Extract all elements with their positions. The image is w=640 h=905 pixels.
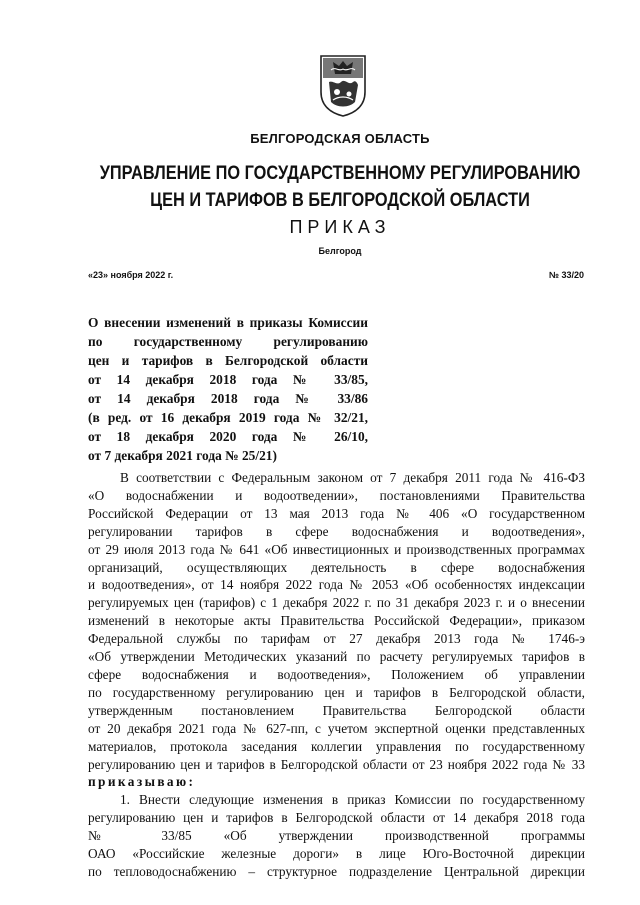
body-line: регулируемых цен (тарифов) с 1 декабря 2022 г. по 31 декабря 2023 г. и о внесении bbox=[88, 595, 585, 611]
body-line: Федеральной службы по тарифам от 27 декабря 2013 года № 1746-э bbox=[88, 631, 585, 647]
body-line: регулированию цен и тарифов в Белгородской области от 23 ноября 2022 года № 33 bbox=[88, 756, 585, 772]
body-line: изменений в некоторые акты Правительства Российской Федерации», приказом bbox=[88, 613, 585, 629]
region-title: БЕЛГОРОДСКАЯ ОБЛАСТЬ bbox=[250, 131, 430, 146]
body-text bbox=[88, 469, 585, 881]
body-line: от 20 декабря 2021 года № 627-пп, с учетом экспертной оценки представленных bbox=[88, 720, 585, 736]
city-name: Белгород bbox=[318, 246, 362, 256]
document-number: № 33/20 bbox=[548, 270, 584, 280]
subject-line: от 14 декабря 2018 года № 33/86 bbox=[88, 391, 368, 406]
item-line: регулированию цен и тарифов в Белгородской области от 14 декабря 2018 года bbox=[88, 810, 585, 826]
item-line: 1. Внести следующие изменения в приказ Комиссии по государственному bbox=[120, 792, 585, 808]
item-line: ОАО «Российские железные дороги» в лице Юго-Восточной дирекции bbox=[88, 846, 585, 862]
body-line: утвержденным постановлением Правительства Белгородской области bbox=[88, 702, 585, 718]
item-line: по тепловодоснабжению – структурное подразделение Центральной дирекции bbox=[88, 863, 585, 879]
body-line: от 29 июля 2013 года № 641 «Об инвестиционных и производственных программах bbox=[88, 541, 585, 557]
body-line: и водоотведения», от 14 ноября 2022 года № 2053 «Об особенностях индексации bbox=[88, 577, 585, 593]
item-line: № 33/85 «Об утверждении производственной программы bbox=[88, 828, 585, 844]
authority-title bbox=[82, 160, 598, 214]
body-line: «Об утверждении Методических указаний по расчету регулируемых тарифов в bbox=[88, 649, 585, 665]
body-line: материалов, протокола заседания коллегии управления по государственному bbox=[88, 738, 585, 754]
subject-line: от 18 декабря 2020 года № 26/10, bbox=[88, 429, 368, 444]
body-line: сфере водоснабжения и водоотведения», Положением об управлении bbox=[88, 666, 585, 682]
subject-line: (в ред. от 16 декабря 2019 года № 32/21, bbox=[88, 410, 368, 425]
authority-title-line-1: УПРАВЛЕНИЕ ПО ГОСУДАРСТВЕННОМУ РЕГУЛИРОВАНИЮ bbox=[99, 163, 581, 184]
subject-block bbox=[88, 313, 368, 465]
subject-line: цен и тарифов в Белгородской области bbox=[88, 353, 368, 368]
body-line: организаций, осуществляющих деятельность в сфере водоснабжения bbox=[88, 559, 585, 575]
document-date: «23» ноября 2022 г. bbox=[88, 270, 174, 280]
body-line: по государственному регулированию цен и тарифов в Белгородской области, bbox=[88, 684, 585, 700]
subject-line: от 7 декабря 2021 года № 25/21) bbox=[88, 448, 277, 463]
coat-of-arms-emblem bbox=[315, 52, 371, 118]
decree-word: приказываю: bbox=[88, 774, 196, 790]
subject-line: О внесении изменений в приказы Комиссии bbox=[88, 315, 368, 330]
body-line: В соответствии с Федеральным законом от 7 декабря 2011 года № 416-ФЗ bbox=[120, 470, 585, 485]
body-line: «О водоснабжении и водоотведении», постановлениями Правительства bbox=[88, 487, 585, 503]
subject-line: по государственному регулированию bbox=[88, 334, 368, 349]
body-line: Российской Федерации от 13 мая 2013 года № 406 «О государственном bbox=[88, 505, 585, 521]
document-type: ПРИКАЗ bbox=[289, 217, 391, 237]
authority-title-line-2: ЦЕН И ТАРИФОВ В БЕЛГОРОДСКОЙ ОБЛАСТИ bbox=[150, 190, 530, 211]
subject-line: от 14 декабря 2018 года № 33/85, bbox=[88, 372, 368, 387]
body-line: регулировании тарифов в сфере водоснабжения и водоотведения», bbox=[88, 523, 585, 539]
